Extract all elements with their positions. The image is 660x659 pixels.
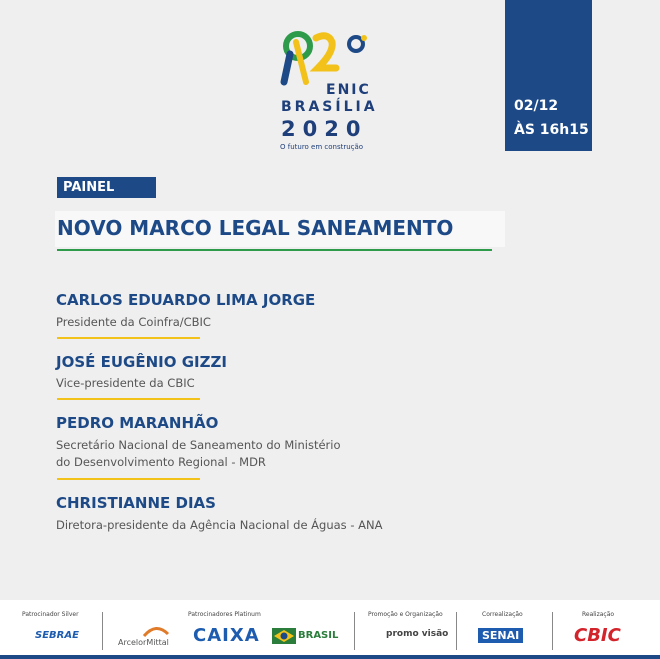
event-date: 02/12: [514, 98, 559, 114]
senai-logo: SENAI: [478, 628, 523, 643]
speaker-name: CHRISTIANNE DIAS: [56, 494, 216, 512]
logo-enic-text: ENIC: [326, 82, 371, 98]
speaker-name: JOSÉ EUGÊNIO GIZZI: [56, 353, 227, 371]
event-time: ÀS 16h15: [514, 122, 589, 138]
panel-label: PAINEL: [57, 177, 156, 198]
speaker-role: Presidente da Coinfra/CBIC: [56, 315, 211, 329]
speaker-role: Vice-presidente da CBIC: [56, 376, 195, 390]
arcelormittal-logo: ArcelorMittal: [118, 638, 169, 647]
speaker-name: CARLOS EDUARDO LIMA JORGE: [56, 291, 316, 309]
brazil-flag-icon: [272, 628, 296, 644]
speaker-divider: [57, 337, 200, 339]
sponsor-divider: [102, 612, 103, 650]
caixa-logo: CAIXA: [193, 625, 260, 646]
sponsor-bar: [0, 600, 660, 659]
title-underline: [57, 249, 492, 251]
speaker-name: PEDRO MARANHÃO: [56, 414, 219, 432]
bottom-strip: [0, 655, 660, 659]
logo-city-text: BRASÍLIA: [281, 99, 378, 115]
speaker-divider: [57, 398, 200, 400]
sponsor-divider: [354, 612, 355, 650]
sebrae-logo: SEBRAE: [35, 630, 79, 641]
promo-label: Promoção e Organização: [368, 611, 443, 618]
promo-visao-logo: promo visão: [386, 629, 449, 639]
logo-tagline: O futuro em construção: [280, 143, 364, 151]
correalizacao-label: Correalização: [482, 611, 523, 618]
governo-brasil-logo: BRASIL: [298, 630, 339, 641]
platinum-sponsor-label: Patrocinadores Platinum: [188, 611, 261, 618]
realizacao-label: Realização: [582, 611, 615, 618]
arcelor-arc-icon: [142, 624, 170, 638]
logo-year-text: 2020: [281, 117, 368, 141]
speaker-role: do Desenvolvimento Regional - MDR: [56, 455, 266, 469]
date-box: [505, 0, 592, 151]
speaker-role: Secretário Nacional de Saneamento do Ministério: [56, 438, 341, 452]
panel-title: NOVO MARCO LEGAL SANEAMENTO: [57, 216, 454, 240]
silver-sponsor-label: Patrocinador Silver: [22, 611, 79, 618]
cbic-logo: CBIC: [574, 625, 621, 646]
speaker-role: Diretora-presidente da Agência Nacional de Águas - ANA: [56, 518, 383, 532]
speaker-divider: [57, 478, 200, 480]
sponsor-divider: [552, 612, 553, 650]
sponsor-divider: [456, 612, 457, 650]
